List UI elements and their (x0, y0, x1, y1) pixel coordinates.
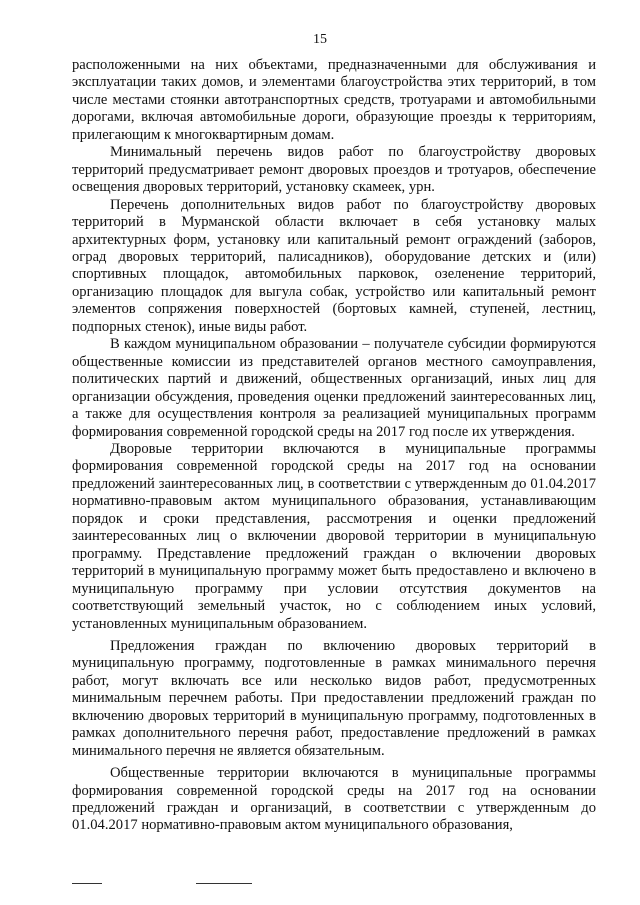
paragraph-continuation: расположенными на них объектами, предназначенными для обслуживания и эксплуатации таких домов, и элементами благоустройства этих территорий, в том числе местами стоянки автотранспортных средств, тротуарами и автомобильными дорогами, включая автомобильные дороги, образующие проезды к территориям, прилегающим к многоквартирным домам. (72, 57, 596, 143)
paragraph-minimal-list: Минимальный перечень видов работ по благоустройству дворовых территорий предусматривает ремонт дворовых проездов и тротуаров, обеспечение освещения дворовых территорий, установку скамеек, урн. (72, 144, 596, 196)
footer-rule-left (72, 883, 102, 884)
paragraph-public-territories: Общественные территории включаются в муниципальные программы формирования современной городской среды на 2017 год на основании предложений граждан и организаций, в соответствии с утвержденным до 01.04.2017 нормативно-правовым актом муниципального образования, (72, 765, 596, 834)
page-number: 15 (313, 32, 327, 47)
paragraph-citizen-proposals: Предложения граждан по включению дворовых территорий в муниципальную программу, подготовленные в рамках минимального перечня работ, могут включать все или несколько видов работ, предусмотренных минимальным перечнем работы. При предоставлении предложений граждан по включению дворовых территорий в муниципальную программу, подготовленных в рамках дополнительного перечня работ, предоставление предложений в рамках минимального перечня не является обязательным. (72, 637, 596, 759)
paragraph-yard-territories: Дворовые территории включаются в муниципальные программы формирования современной городской среды на 2017 год на основании предложений заинтересованных лиц, в соответствии с утвержденным до 01.04.2017 нормативно-правовым актом муниципального образования, устанавливающим порядок и сроки представления, рассмотрения и оценки предложений заинтересованных лиц о включении дворовой территории в муниципальную программу. Представление предложений граждан о включении дворовых территорий в муниципальную программу может быть предоставлено и включено в муниципальную программу при условии отсутствия документов на соответствующий земельный участок, но с соблюдением иных условий, установленных муниципальным образованием. (72, 440, 596, 632)
footer-rule-right (196, 883, 252, 884)
document-body (72, 57, 596, 835)
paragraph-additional-list: Перечень дополнительных видов работ по благоустройству дворовых территорий в Мурманской области включает в себя установку малых архитектурных форм, установку или капитальный ремонт ограждений (заборов, оград дворовых территорий, палисадников), оборудование детских и (или) спортивных площадок, автомобильных парковок, озеленение территорий, организацию площадок для выгула собак, устройство или капитальный ремонт элементов сопряжения поверхностей (бортовых камней, ступеней, лестниц, подпорных стенок), иные виды работ. (72, 196, 596, 335)
paragraph-commissions: В каждом муниципальном образовании – получателе субсидии формируются общественные комиссии из представителей органов местного самоуправления, политических партий и движений, общественных организаций, иных лиц для организации обсуждения, проведения оценки предложений заинтересованных лиц, а также для осуществления контроля за реализацией муниципальных программ формирования современной городской среды на 2017 год после их утверждения. (72, 336, 596, 440)
